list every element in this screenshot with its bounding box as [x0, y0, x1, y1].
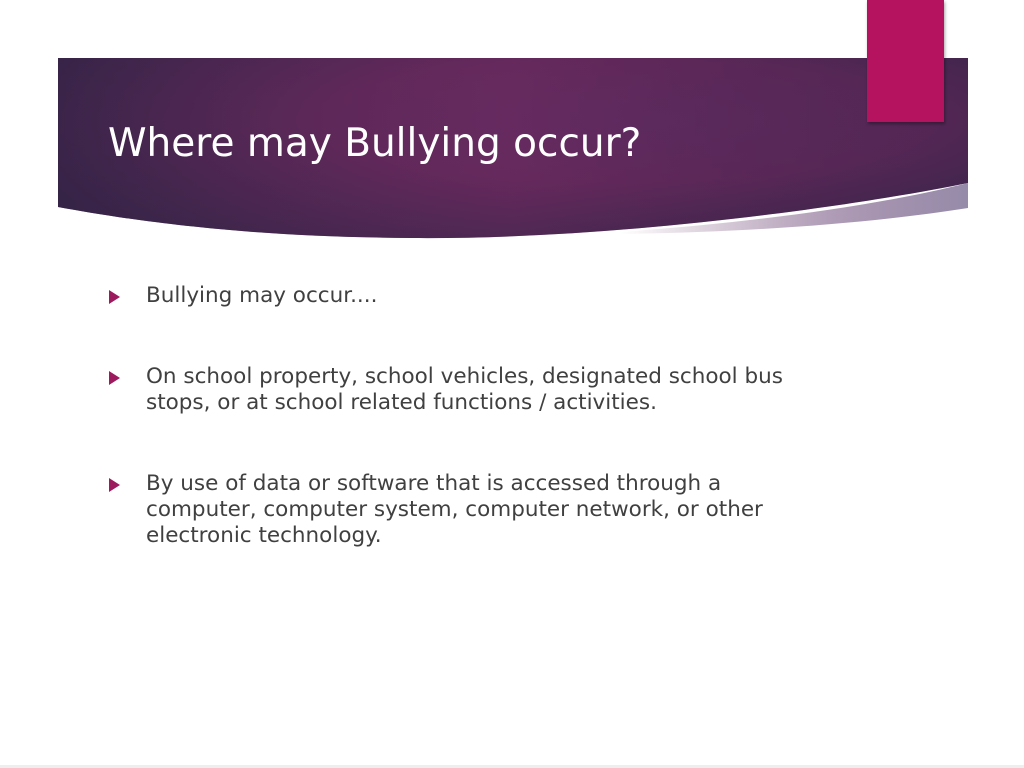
bullet-item [108, 283, 808, 309]
bullet-text: By use of data or software that is accessed through a computer, computer system, computer network, or other electronic technology. [146, 471, 763, 548]
bullet-text: Bullying may occur.... [146, 283, 378, 308]
bullet-list [108, 283, 808, 549]
triangle-right-icon [109, 290, 120, 304]
slide-title: Where may Bullying occur? [108, 121, 642, 166]
accent-tab [867, 0, 944, 122]
bullet-item [108, 364, 808, 416]
triangle-right-icon [109, 371, 120, 385]
bullet-text: On school property, school vehicles, designated school bus stops, or at school related functions / activities. [146, 364, 783, 415]
bullet-item [108, 471, 808, 549]
triangle-right-icon [109, 478, 120, 492]
